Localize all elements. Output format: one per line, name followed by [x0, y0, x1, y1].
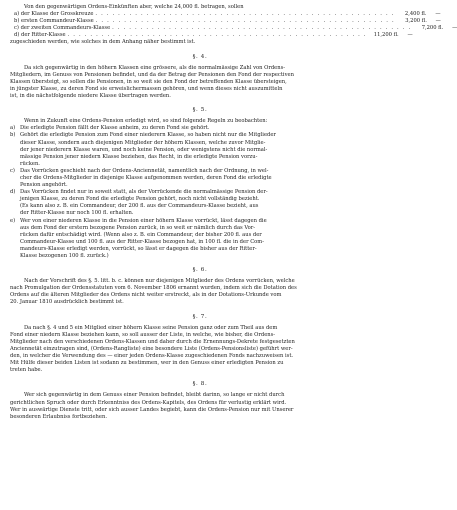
text-line: gerichtlichen Spruch oder durch Erkenntniss des Ordens-Kapitels, des Ordens für verlustig erklärt wird. [10, 399, 287, 406]
allocation-list [10, 11, 457, 39]
text-line: Klassen übersteigt, so sollen die Pensionen, in so weit sie den Fond der betreffenden Klasse übersteigen, [10, 78, 287, 85]
intro-line: Von den gegenwärtigen Ordens-Einkünften aber, welche 24,000 fl. betragen, sollen [24, 4, 244, 10]
rule-marker: c) [10, 167, 15, 174]
rule-marker: b) [10, 132, 16, 139]
text-line: jenigen Klasse, zu deren Fond die erledigte Pension gehört, noch nicht vollständig bezieht. [20, 196, 260, 203]
text-line: besonderen Erlaubniss fortbeziehen. [10, 413, 107, 420]
intro-closing-line: zugeschieden werden, wie solches in dem Anhang näher bestimmt ist. [10, 39, 196, 46]
rule-item-e [10, 218, 390, 261]
rule-item-b [10, 132, 390, 167]
text-line: ist, in die nächstfolgende niedere Klasse übertragen werden. [10, 93, 171, 100]
section-4-heading: §. 4. [192, 53, 208, 60]
leader-dots: . . . . . . . . . . . . . . . . . . . . . . . . . . . . . . . . . . . . . . . . . . . . . . . . . . . . . [112, 25, 412, 32]
text-line: rücken. [20, 160, 40, 167]
allocation-amount: 11,200 fl. [373, 32, 399, 39]
section-7-heading: §. 7. [192, 313, 208, 320]
text-line: nach Promulgation der Ordensstatuten vom 6. November 1806 ernannt wurden, indem sich die Dotation des [10, 285, 297, 292]
allocation-item [14, 32, 413, 39]
text-line: Mit Hülfe dieser beiden Listen ist sodann zu bestimmen, wer in den Genuss einer erledigten Pension zu [10, 360, 284, 367]
rule-item-d [10, 189, 390, 217]
text-line: in jüngster Klasse, zu deren Fond sie erweislichermassen gehören, und wenn dieses nicht auszumitteln [10, 85, 283, 92]
text-line: aus dem Fond der erstern bezogene Pension zurück, in so weit er nämlich durch das Vor- [20, 224, 255, 231]
text-line: mässige Pension jener niedern Klasse beziehen, das Recht, in die erledigte Pension vorzu- [20, 153, 258, 160]
leader-dots: . . . . . . . . . . . . . . . . . . . . . . . . . . . . . . . . . . . . . . . . . . . . . . . . . . . . . [67, 32, 367, 39]
rule-item-c [10, 168, 390, 189]
text-line: Gehört die erledigte Pension zum Fond einer niederern Klasse, so haben nicht nur die Mitglieder [20, 132, 276, 139]
allocation-amount: 7,200 fl. [421, 25, 444, 32]
text-line: Da sich gegenwärtig in den höhern Klassen eine grössere, als die normalmässige Zahl von Ordens- [24, 64, 285, 71]
text-line: Mitgliedern, im Genuss von Pensionen befindet, und da der Betrag der Pensionen den Fond der respectiven [10, 71, 294, 78]
allocation-label: d) der Ritter-Klasse [14, 32, 66, 39]
text-line: Anciennetät einzutragen sind, (Ordens-Rangliste) eine besondere Liste (Ordens-Pensionsliste) geführt wer- [10, 345, 293, 352]
text-line: dieser Klasse, sondern auch diejenigen Mitglieder der höhern Klassen, welche zuvor Mitglie- [20, 139, 266, 146]
text-line: Pension angehört. [20, 182, 68, 189]
text-line: Die erledigte Pension fällt der Klasse anheim, zu deren Fond sie gehört. [20, 125, 210, 132]
section-6-heading: §. 6. [192, 267, 208, 274]
rule-item-a [10, 125, 390, 132]
rule-marker: d) [10, 189, 16, 196]
text-line: mandeurs-Klasse erledigt werden, vorrückt, so lässt er dagegen die bisher aus der Ritter- [20, 245, 257, 252]
allocation-item [14, 25, 457, 32]
text-line: rücken dafür entschädigt wird. (Wenn also z. B. ein Commandeur, der bisher 200 fl. aus der [20, 231, 262, 238]
section-7-paragraph [10, 325, 390, 375]
text-line: den, in welcher die Verwendung des — einer jeden Ordens-Klasse zugeschiedenen Fonds nachzuweisen ist. [10, 353, 294, 360]
text-line: Mitglieder nach den verschiedenen Ordens-Klassen und daher durch die Ernennungs-Dekrete festgesetzten [10, 338, 295, 345]
text-line: 20. Januar 1810 ausdrücklich bestimmt ist. [10, 299, 124, 306]
section-4-paragraph [10, 65, 390, 100]
leader-dots: . . . . . . . . . . . . . . . . . . . . . . . . . . . . . . . . . . . . . . . . . . . . . . . . . . . . . [95, 18, 395, 25]
text-line: Ordens auf die älteren Mitglieder des Ordens nicht weiter erstreckt, als in der Dotations-Urkunde vom [10, 292, 282, 299]
text-line: Fond einer niedern Klasse beziehen kann, so soll ausser der Liste, in welche, wie bisher, die Ordens- [10, 331, 276, 338]
allocation-label: c) der zweiten Commandeurs-Klasse [14, 25, 111, 32]
text-line: der jener niederern Klasse waren, und noch keine Pension, oder wenigstens nicht die normal- [20, 146, 268, 153]
text-line: Wer sich gegenwärtig in dem Genuss einer Pension befindet, bleibt darinn, so lange er nicht durch [24, 392, 285, 399]
allocation-label: a) der Klasse der Grosskreuze [14, 11, 94, 18]
text-line: Das Vorrücken geschieht nach der Ordens-Anciennetät, namentlich nach der Ordnung, in wel- [20, 167, 269, 174]
allocation-dash: — [407, 32, 413, 39]
allocation-dash: — [452, 25, 457, 32]
intro-block [10, 4, 457, 47]
text-line: (Es kann also z. B. ein Commandeur, der 200 fl. aus der Commandeurs-Klasse bezieht, aus [20, 203, 259, 210]
section-8-paragraph [10, 392, 390, 420]
text-line: Das Vorrücken findet nur in soweit statt, als der Vorrückende die normalmässige Pension der- [20, 189, 268, 196]
text-line: Wenn in Zukunft eine Ordens-Pension erledigt wird, so sind folgende Regeln zu beobachten: [24, 118, 268, 125]
section-6-paragraph [10, 278, 390, 306]
text-line: Wer in auswärtige Dienste tritt, oder sich ausser Landes begiebt, kann die Ordens-Pension nur mit Unserer [10, 406, 294, 413]
section-5-paragraph [10, 118, 390, 260]
section-5-heading: §. 5. [192, 107, 208, 114]
rule-marker: e) [10, 217, 16, 224]
allocation-dash: — [435, 11, 441, 18]
section-8-heading: §. 8. [192, 381, 208, 388]
text-line: Klasse bezogenen 100 fl. zurück.) [20, 253, 109, 259]
leader-dots: . . . . . . . . . . . . . . . . . . . . . . . . . . . . . . . . . . . . . . . . . . . . . . . . . . . . . [95, 11, 395, 18]
rule-marker: a) [10, 125, 16, 132]
text-line: cher die Ordens-Mitglieder in diejenige Klasse aufgenommen werden, deren Fond die erledigte [20, 174, 272, 181]
text-line: Wer von einer niederen Klasse in die Pension einer höhern Klasse vorrückt, lässt dagegen die [20, 217, 267, 224]
text-line: Nach der Vorschrift des §. 5. litt. b. c. können nur diejenigen Mitglieder des Ordens vorrücken, welche [24, 278, 295, 285]
allocation-amount: 2,400 fl. [404, 11, 427, 18]
text-line: Da nach §. 4 und 5 ein Mitglied einer höhern Klasse seine Pension ganz oder zum Theil aus dem [24, 324, 278, 331]
allocation-label: b) ersten Commandeur-Klasse [14, 18, 94, 25]
text-line: treten habe. [10, 367, 43, 374]
text-line: Commandeur-Klasse und 100 fl. aus der Ritter-Klasse bezogen hat, in 100 fl. die in der Com- [20, 238, 264, 245]
text-line: der Ritter-Klasse nur noch 100 fl. erhalten. [20, 210, 134, 217]
allocation-amount: 3,200 fl. [405, 18, 427, 25]
allocation-dash: — [435, 18, 441, 25]
